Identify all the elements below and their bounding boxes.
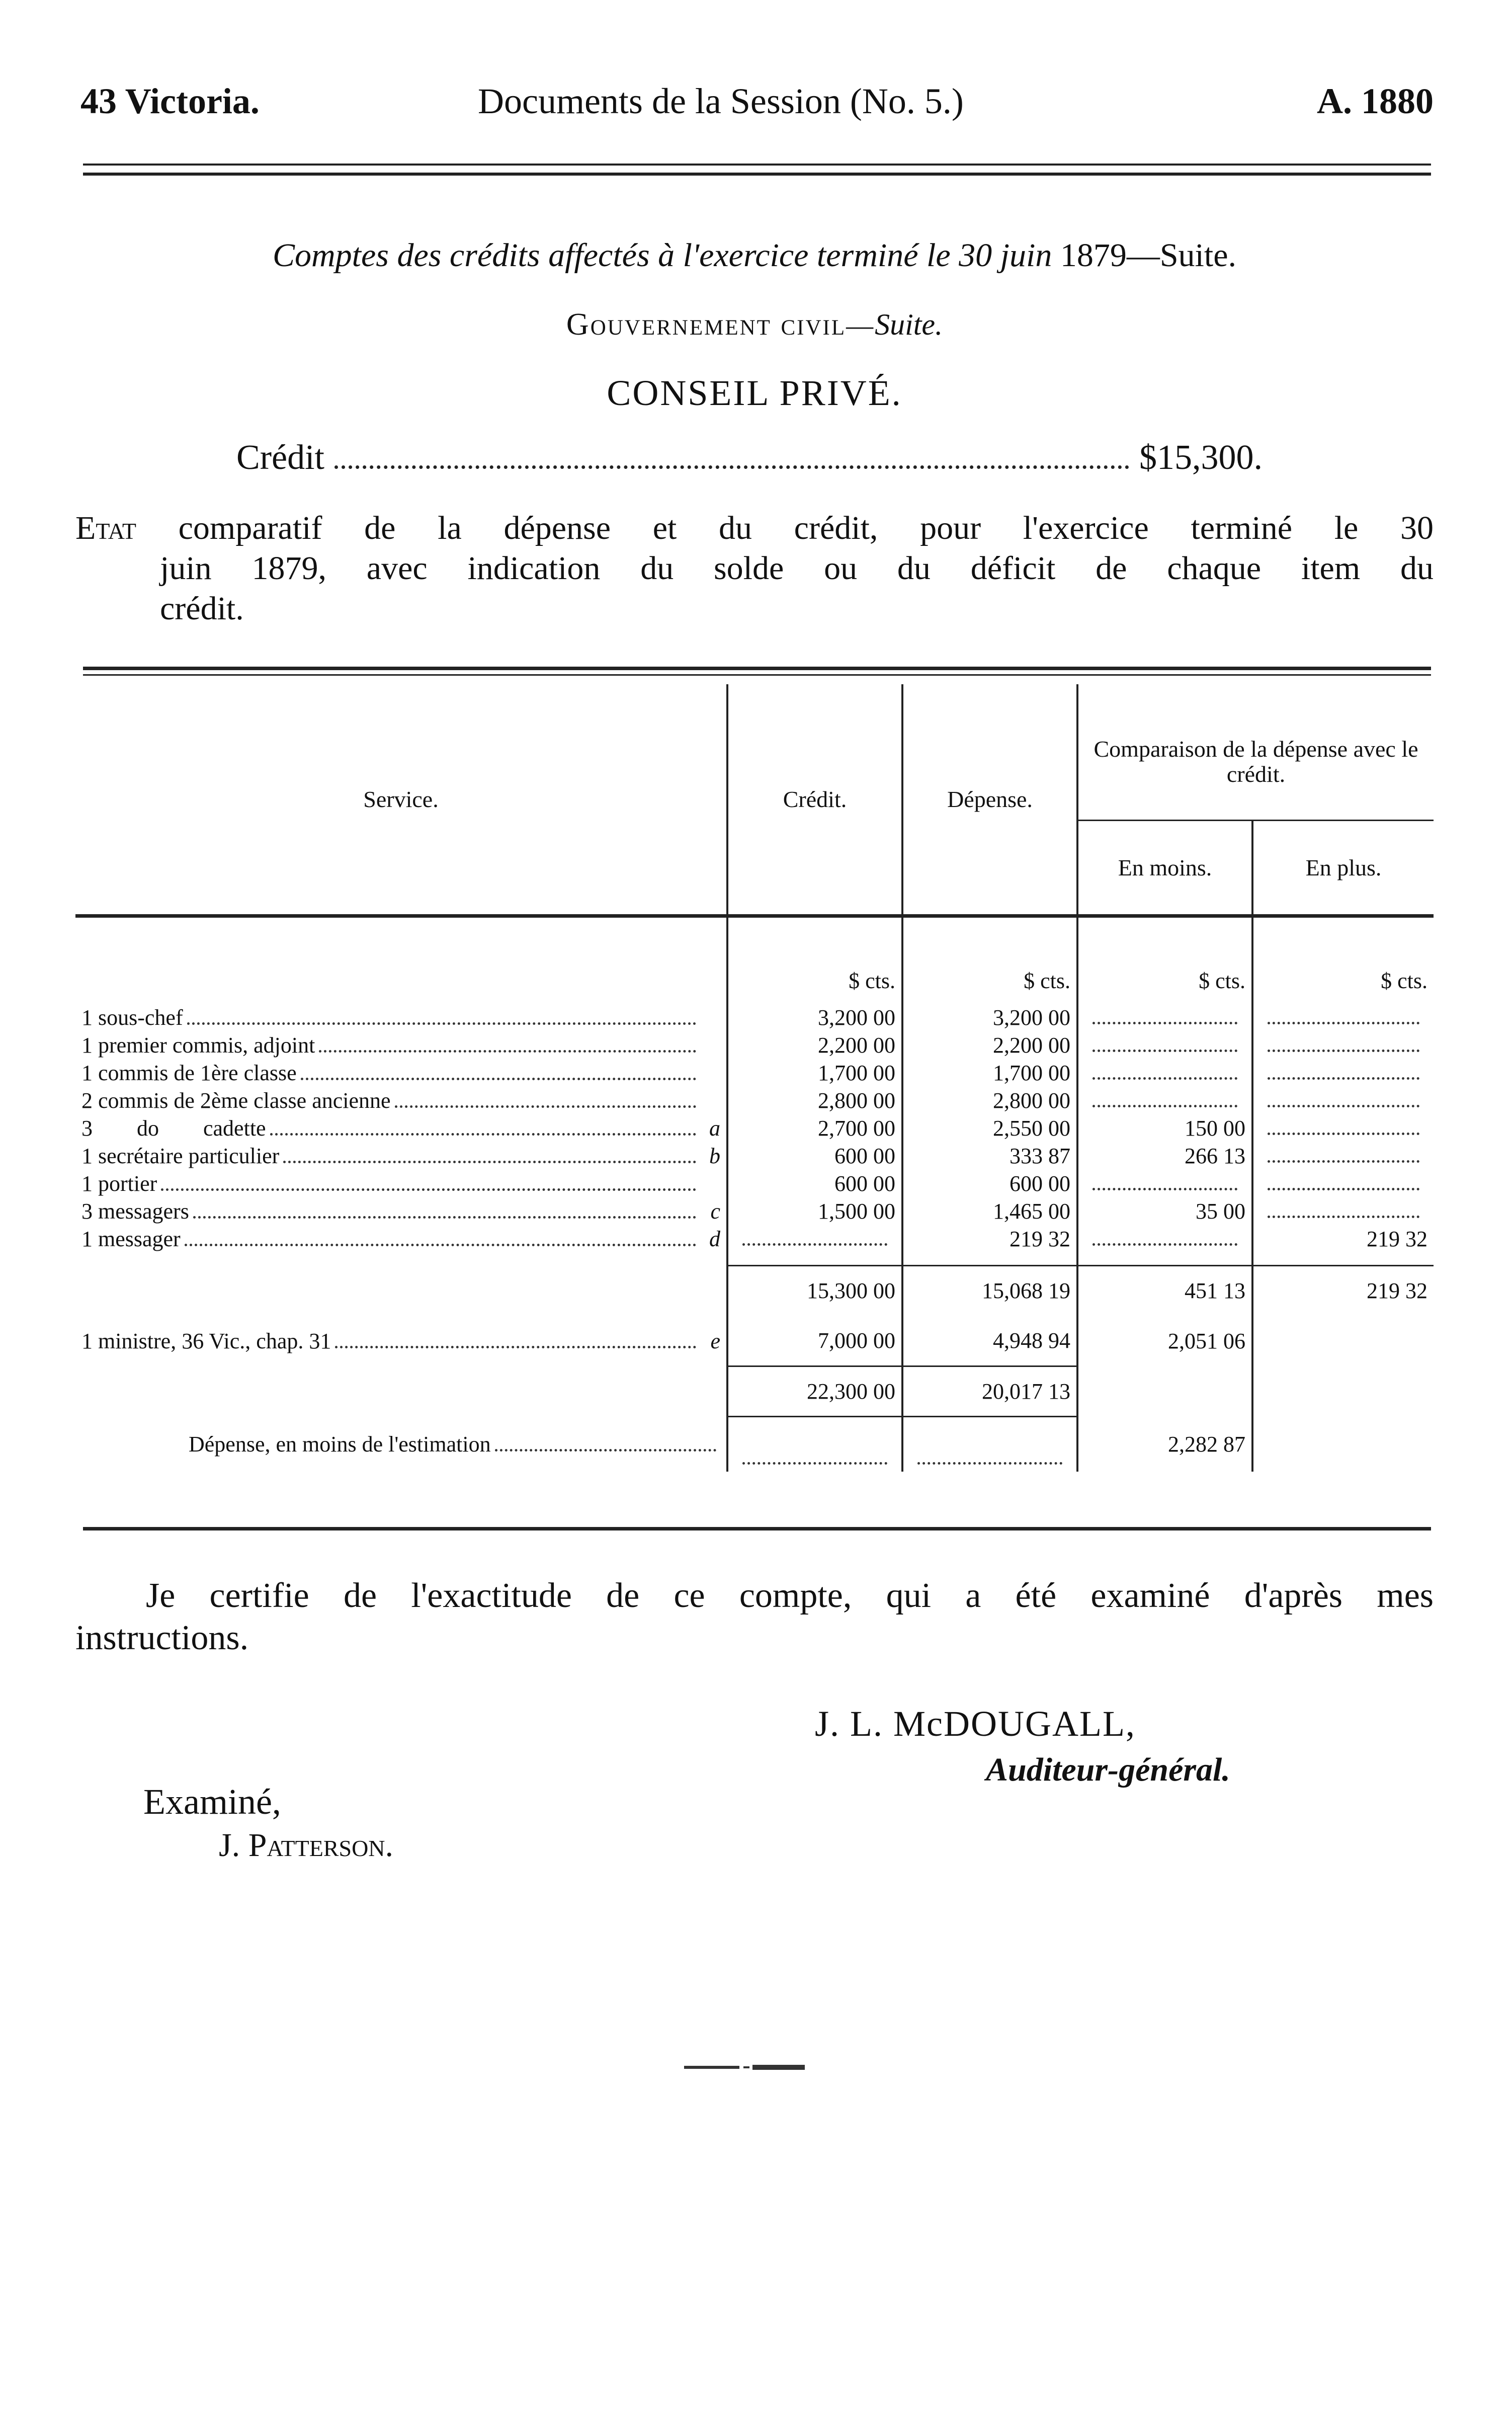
row-plus-empty	[1252, 1059, 1434, 1087]
row-plus-empty	[1252, 1170, 1434, 1197]
examiner-surname: Patterson.	[248, 1827, 394, 1864]
accounts-subtitle-suite: 1879—Suite.	[1060, 237, 1237, 274]
etat-line-3: crédit.	[160, 590, 244, 627]
ministre-note: e	[710, 1328, 720, 1353]
running-head-center: Documents de la Session (No. 5.)	[478, 81, 964, 121]
units-credit: $ cts.	[727, 916, 902, 1004]
credit-line	[236, 438, 1263, 483]
row-moins-empty	[1077, 1004, 1252, 1031]
row-service: 1 messager	[81, 1227, 181, 1251]
row-moins: 266 13	[1077, 1142, 1252, 1170]
section-name: Gouvernement civil	[566, 307, 847, 342]
table-rule-top	[83, 667, 1431, 670]
accounts-subtitle	[75, 236, 1434, 275]
end-ornament-icon	[684, 2064, 805, 2071]
row-note: c	[710, 1199, 720, 1224]
row-service: 2 commis de 2ème classe ancienne	[81, 1088, 391, 1113]
etat-line-1-text: comparatif de la dépense et du crédit, pour l'exercice terminé le 30	[178, 510, 1434, 546]
credit-leader-dots	[334, 465, 1129, 469]
ministre-moins: 2,051 06	[1077, 1316, 1252, 1366]
row-plus: 219 32	[1252, 1225, 1434, 1253]
header-credit: Crédit.	[727, 684, 902, 916]
section-suite: Suite.	[875, 308, 943, 341]
row-note: b	[709, 1144, 720, 1168]
row-credit: 1,500 00	[727, 1197, 902, 1225]
table-rule-top-thin	[83, 674, 1431, 676]
row-depense: 333 87	[902, 1142, 1077, 1170]
ministre-row	[75, 1316, 1434, 1366]
row-moins: 150 00	[1077, 1114, 1252, 1142]
estimation-depense-empty	[902, 1416, 1077, 1472]
row-plus-empty	[1252, 1114, 1434, 1142]
certification-line-2: instructions.	[75, 1619, 249, 1657]
estimation-label: Dépense, en moins de l'estimation	[189, 1431, 491, 1457]
row-depense: 1,700 00	[902, 1059, 1077, 1087]
header-service: Service.	[363, 786, 439, 812]
examined-label: Examiné,	[143, 1782, 281, 1822]
row-service: 1 premier commis, adjoint	[81, 1033, 315, 1058]
estimation-credit-empty	[727, 1416, 902, 1472]
table-row	[75, 1142, 1434, 1170]
etat-line-1	[75, 508, 1434, 548]
row-plus-empty	[1252, 1197, 1434, 1225]
ministre-service: 1 ministre, 36 Vic., chap. 31	[81, 1328, 331, 1353]
header-moins: En moins.	[1077, 820, 1252, 916]
header-plus: En plus.	[1252, 820, 1434, 916]
table-row	[75, 1170, 1434, 1197]
row-plus-empty	[1252, 1087, 1434, 1114]
row-moins-empty	[1077, 1031, 1252, 1059]
row-service: 1 commis de 1ère classe	[81, 1061, 297, 1085]
row-moins-empty	[1077, 1059, 1252, 1087]
table-row	[75, 1031, 1434, 1059]
row-credit: 600 00	[727, 1170, 902, 1197]
row-moins-empty	[1077, 1225, 1252, 1253]
row-service: 1 secrétaire particulier	[81, 1144, 280, 1168]
section-heading	[75, 307, 1434, 343]
row-plus-empty	[1252, 1004, 1434, 1031]
header-rule-bottom	[83, 173, 1431, 176]
running-head-left: 43 Victoria.	[80, 81, 260, 121]
certification-paragraph	[75, 1575, 1434, 1659]
row-depense: 2,200 00	[902, 1031, 1077, 1059]
running-head	[75, 80, 1434, 131]
row-moins-empty	[1077, 1087, 1252, 1114]
units-row	[75, 916, 1434, 1004]
section-dash: —	[846, 310, 875, 341]
row-credit: 3,200 00	[727, 1004, 902, 1031]
etat-lead: Etat	[75, 510, 136, 546]
running-head-right: A. 1880	[1317, 81, 1434, 121]
row-plus-empty	[1252, 1031, 1434, 1059]
row-depense: 600 00	[902, 1170, 1077, 1197]
row-depense: 3,200 00	[902, 1004, 1077, 1031]
table-row	[75, 1059, 1434, 1087]
row-plus-empty	[1252, 1142, 1434, 1170]
row-service: 1 portier	[81, 1171, 157, 1196]
etat-line-2: juin 1879, avec indication du solde ou du déficit de chaque item du	[160, 550, 1434, 587]
row-credit: 2,800 00	[727, 1087, 902, 1114]
accounts-subtitle-main: Comptes des crédits affectés à l'exercice terminé le 30 juin	[272, 237, 1060, 274]
accounts-table	[75, 684, 1434, 1472]
subtotal-moins: 451 13	[1077, 1265, 1252, 1316]
row-credit: 2,200 00	[727, 1031, 902, 1059]
row-service: 3 do cadette	[81, 1116, 266, 1141]
header-depense: Dépense.	[902, 684, 1077, 916]
total-depense: 20,017 13	[902, 1366, 1077, 1416]
header-rule-top	[83, 164, 1431, 166]
row-moins: 35 00	[1077, 1197, 1252, 1225]
examiner-name	[219, 1826, 393, 1865]
row-credit: 2,700 00	[727, 1114, 902, 1142]
table-row	[75, 1114, 1434, 1142]
etat-paragraph	[75, 508, 1434, 629]
auditor-title: Auditeur-général.	[986, 1751, 1230, 1788]
units-moins: $ cts.	[1077, 916, 1252, 1004]
row-moins-empty	[1077, 1170, 1252, 1197]
estimation-moins: 2,282 87	[1077, 1416, 1252, 1472]
table-row	[75, 1197, 1434, 1225]
table-row	[75, 1087, 1434, 1114]
credit-label: Crédit	[236, 438, 324, 477]
row-credit: 600 00	[727, 1142, 902, 1170]
table-rule-bottom	[83, 1527, 1431, 1530]
total-credit: 22,300 00	[727, 1366, 902, 1416]
row-credit-empty	[727, 1225, 902, 1253]
units-plus: $ cts.	[1252, 916, 1434, 1004]
header-row-1	[75, 684, 1434, 820]
row-note: d	[709, 1227, 720, 1251]
estimation-row	[75, 1416, 1434, 1472]
header-comparaison: Comparaison de la dépense avec le crédit.	[1077, 684, 1434, 820]
subtotal-plus: 219 32	[1252, 1265, 1434, 1316]
subtotal-row	[75, 1265, 1434, 1316]
examiner-initial: J.	[219, 1827, 248, 1864]
conseil-heading: CONSEIL PRIVÉ.	[607, 373, 902, 413]
row-service: 1 sous-chef	[81, 1005, 183, 1030]
subtotal-credit: 15,300 00	[727, 1265, 902, 1316]
row-depense: 219 32	[902, 1225, 1077, 1253]
table-row	[75, 1004, 1434, 1031]
total-row	[75, 1366, 1434, 1416]
row-depense: 2,800 00	[902, 1087, 1077, 1114]
subtotal-depense: 15,068 19	[902, 1265, 1077, 1316]
row-depense: 2,550 00	[902, 1114, 1077, 1142]
row-credit: 1,700 00	[727, 1059, 902, 1087]
row-note: a	[709, 1116, 720, 1141]
row-depense: 1,465 00	[902, 1197, 1077, 1225]
ministre-credit: 7,000 00	[727, 1316, 902, 1366]
row-service: 3 messagers	[81, 1199, 189, 1224]
ministre-depense: 4,948 94	[902, 1316, 1077, 1366]
units-depense: $ cts.	[902, 916, 1077, 1004]
certification-line-1: Je certifie de l'exactitude de ce compte, qui a été examiné d'après mes	[146, 1576, 1434, 1615]
credit-amount: $15,300.	[1139, 438, 1263, 477]
table-row	[75, 1225, 1434, 1253]
auditor-signature-name: J. L. McDOUGALL,	[815, 1704, 1136, 1744]
